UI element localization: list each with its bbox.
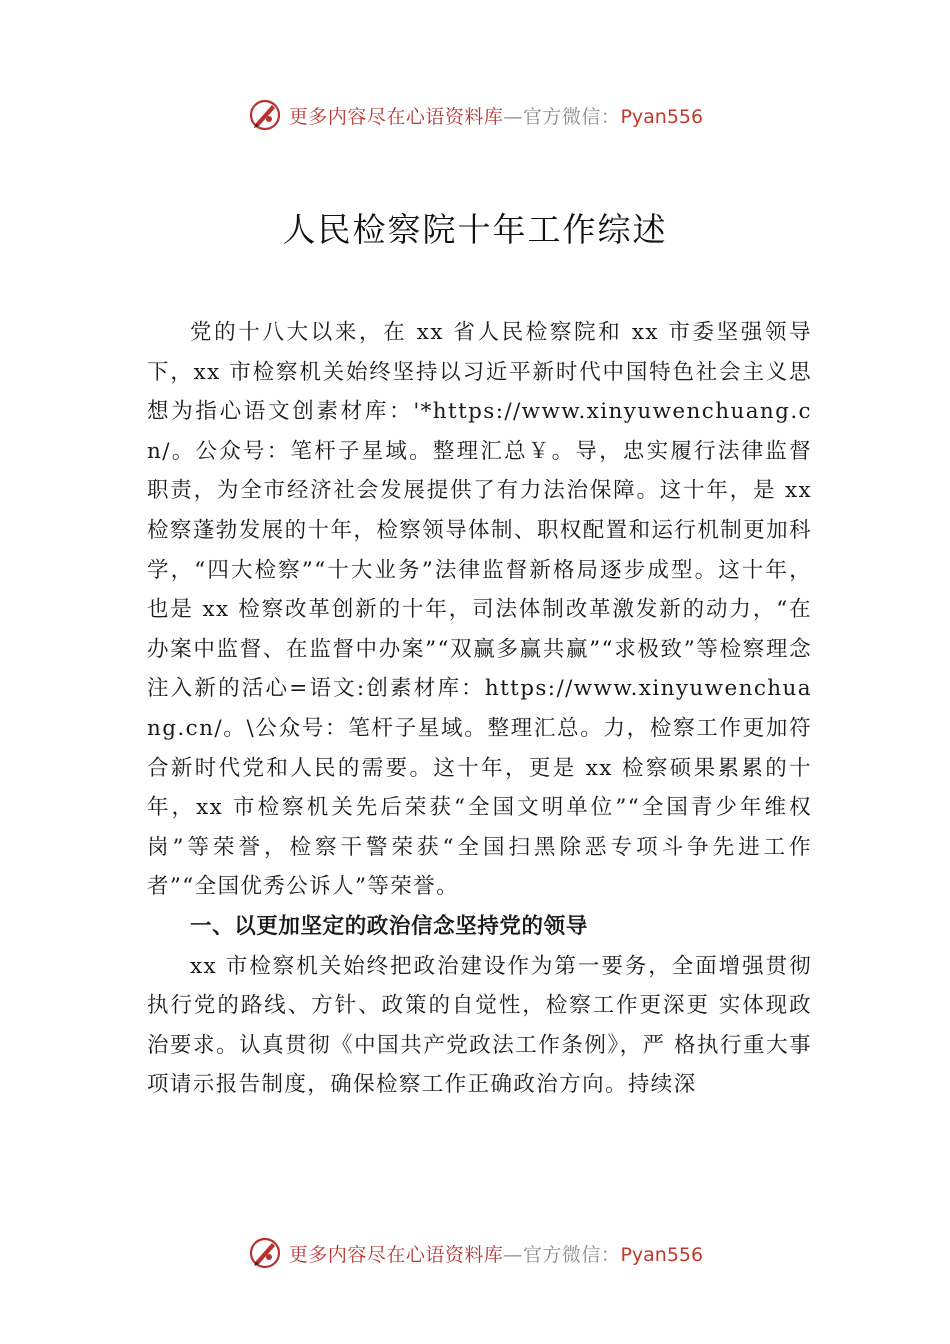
banner-main: 更多内容尽在心语资料库 (288, 1243, 504, 1266)
document-body (147, 313, 812, 1105)
banner-text (289, 102, 703, 129)
paragraph-section-1: xx 市检察机关始终把政治建设作为第一要务，全面增强贯彻执行党的路线、方针、政策的自觉性，检察工作更深更 实体现政治要求。认真贯彻《中国共产党政法工作条例》，严 格执行重大事项请示报告制度，确保检察工作正确政治方向。持续深 (147, 953, 812, 1098)
banner-wechat-label: 官方微信： (522, 1243, 621, 1266)
banner-wechat-id: Pyan556 (620, 1243, 704, 1266)
document-title: 人民检察院十年工作综述 (282, 210, 668, 249)
header-banner (0, 95, 950, 135)
banner-wechat-label: 官方微信： (522, 105, 621, 128)
paragraph-intro: 党的十八大以来，在 xx 省人民检察院和 xx 市委坚强领导下，xx 市检察机关始终坚持以习近平新时代中国特色社会主义思想为指心语文创素材库：'*https://www.xinyuwenchuang.cn/。公众号：笔杆子星域。整理汇总￥。导，忠实履行法律监督职责，为全市经济社会发展提供了有力法治保障。这十年，是 xx 检察蓬勃发展的十年，检察领导体制、职权配置和运行机制更加科学，“四大检察”“十大业务”法律监督新格局逐步成型。这十年，也是 xx 检察改革创新的十年，司法体制改革激发新的动力，“在办案中监督、在监督中办案”“双赢多赢共赢”“求极致”等检察理念注入新的活心=语文:创素材库：https://www.xinyuwenchuang.cn/。\公众号：笔杆子星域。整理汇总。力，检察工作更加符合新时代党和人民的需要。这十年，更是 xx 检察硕果累累的十年，xx 市检察机关先后荣获“全国文明单位”“全国青少年维权岗”等荣誉，检察干警荣获“全国扫黑除恶专项斗争先进工作者”“全国优秀公诉人”等荣誉。 (147, 320, 812, 900)
banner-main: 更多内容尽在心语资料库 (288, 105, 504, 128)
pen-logo-icon (247, 97, 283, 133)
banner-dash: — (503, 1243, 523, 1266)
footer-banner (0, 1233, 950, 1273)
banner-wechat-id: Pyan556 (620, 105, 704, 128)
pen-logo-icon (247, 1235, 283, 1271)
banner-text (289, 1240, 703, 1267)
section-heading-1: 一、以更加坚定的政治信念坚持党的领导 (190, 913, 588, 939)
banner-dash: — (503, 105, 523, 128)
